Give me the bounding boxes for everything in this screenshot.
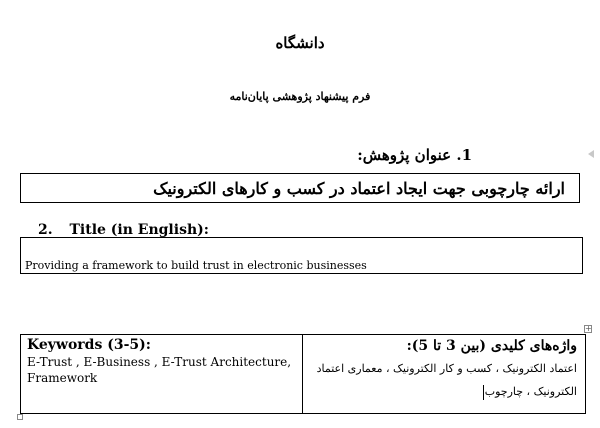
section-1-heading <box>357 146 472 164</box>
keywords-en-value: E-Trust , E-Business , E-Trust Architecture, Framework <box>27 355 292 385</box>
resize-handle-icon[interactable] <box>17 414 23 420</box>
collapse-triangle-icon[interactable] <box>588 150 594 158</box>
keywords-fa-text: اعتماد الکترونیک ، کسب و کار الکترونیک ، معماری اعتماد الکترونیک ، چارچوب <box>316 362 577 398</box>
university-name: دانشگاه <box>275 34 325 52</box>
keywords-table <box>20 334 586 414</box>
persian-title-box[interactable] <box>20 173 580 203</box>
keywords-fa-cell[interactable] <box>303 335 585 413</box>
keywords-fa-heading: واژه‌های کلیدی (بین 3 تا 5): <box>406 338 577 354</box>
english-title-value: Providing a framework to build trust in electronic businesses <box>25 259 367 272</box>
section-2-label: Title (in English): <box>69 222 209 238</box>
move-icon[interactable]: + <box>585 324 592 333</box>
keywords-fa-value <box>311 357 577 403</box>
english-title-box[interactable] <box>20 237 583 274</box>
persian-title-value: ارائه چارچوبی جهت ایجاد اعتماد در کسب و کارهای الکترونیک <box>153 178 565 198</box>
text-cursor <box>483 385 484 400</box>
section-2-heading <box>38 222 209 238</box>
section-2-number: 2. <box>38 222 53 238</box>
section-1-label: عنوان پژوهش: <box>357 146 452 164</box>
keywords-en-heading: Keywords (3-5): <box>27 337 151 353</box>
section-1-number: 1. <box>456 146 472 164</box>
form-title: فرم پیشنهاد پژوهشی پایان‌نامه <box>229 90 371 103</box>
keywords-en-cell[interactable] <box>21 335 303 413</box>
